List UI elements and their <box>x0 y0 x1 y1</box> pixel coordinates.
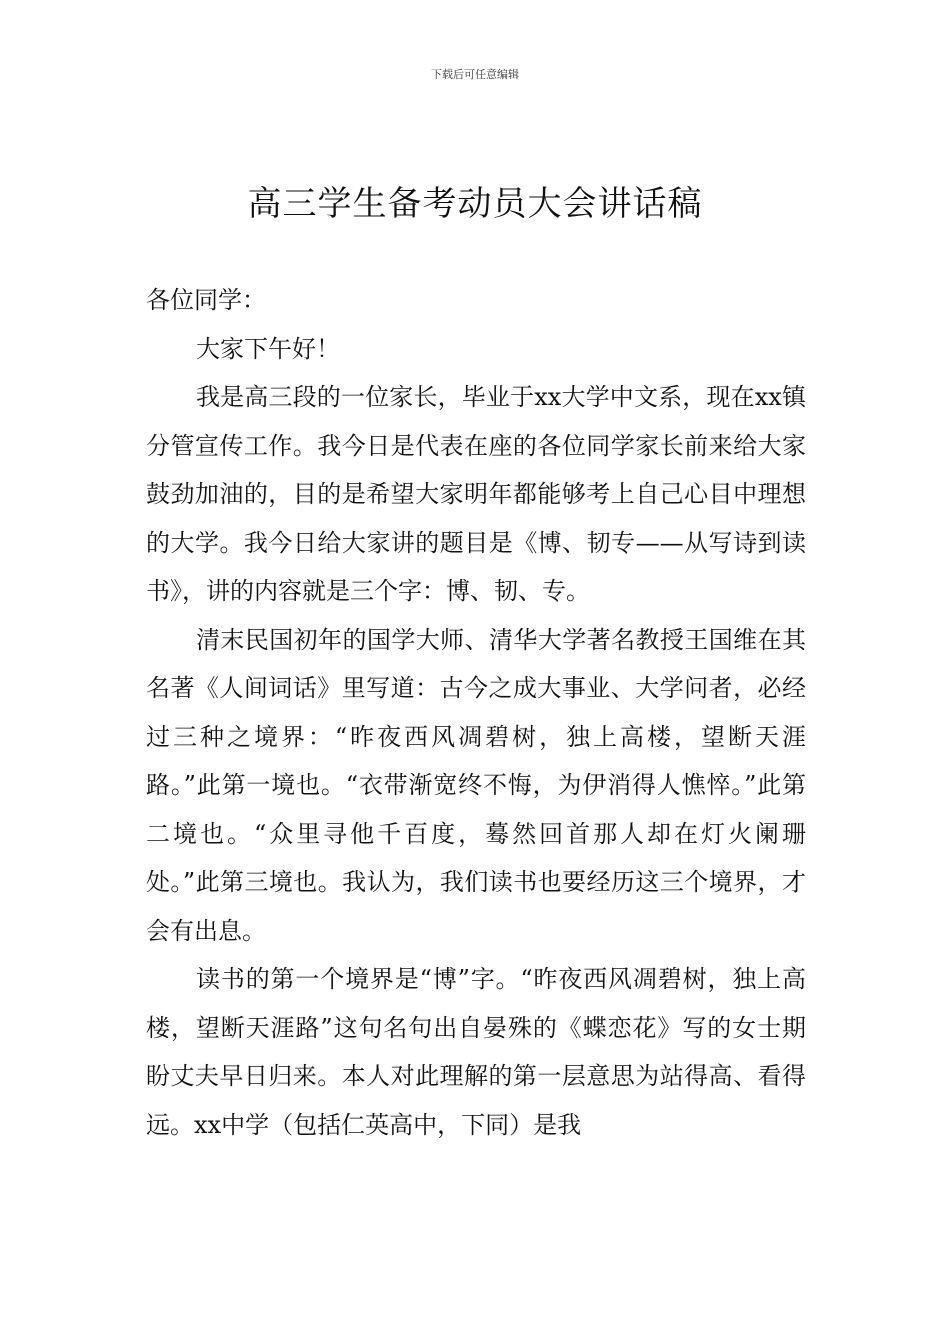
salutation: 各位同学： <box>146 286 266 314</box>
paragraph-first-realm: 读书的第一个境界是“博”字。“昨夜西风凋碧树，独上高楼，望断天涯路”这句名句出自晏殊的《蝶恋花》写的女士期盼丈夫早日归来。本人对此理解的第一层意思为站得高、看得远。xx中学（包括仁英高中，下同）是我 <box>146 965 806 1139</box>
paragraph-introduction: 我是高三段的一位家长，毕业于xx大学中文系，现在xx镇分管宣传工作。我今日是代表在座的各位同学家长前来给大家鼓劲加油的，目的是希望大家明年都能够考上自己心目中理想的大学。我今日给大家讲的题目是《博、韧专——从写诗到读书》，讲的内容就是三个字：博、韧、专。 <box>146 383 806 605</box>
paragraph-three-realms: 清末民国初年的国学大师、清华大学著名教授王国维在其名著《人间词话》里写道：古今之成大事业、大学问者，必经过三种之境界：“昨夜西风凋碧树，独上高楼，望断天涯路。”此第一境也。“衣带渐宽终不悔，为伊消得人憔悴。”此第二境也。“众里寻他千百度，蓦然回首那人却在灯火阑珊处。”此第三境也。我认为，我们读书也要经历这三个境界，才会有出息。 <box>146 625 806 945</box>
page-header-note: 下载后可任意编辑 <box>431 68 519 81</box>
document-title: 高三学生备考动员大会讲话稿 <box>247 184 703 224</box>
paragraph-greeting: 大家下午好！ <box>196 334 340 363</box>
document-body <box>146 276 806 1149</box>
